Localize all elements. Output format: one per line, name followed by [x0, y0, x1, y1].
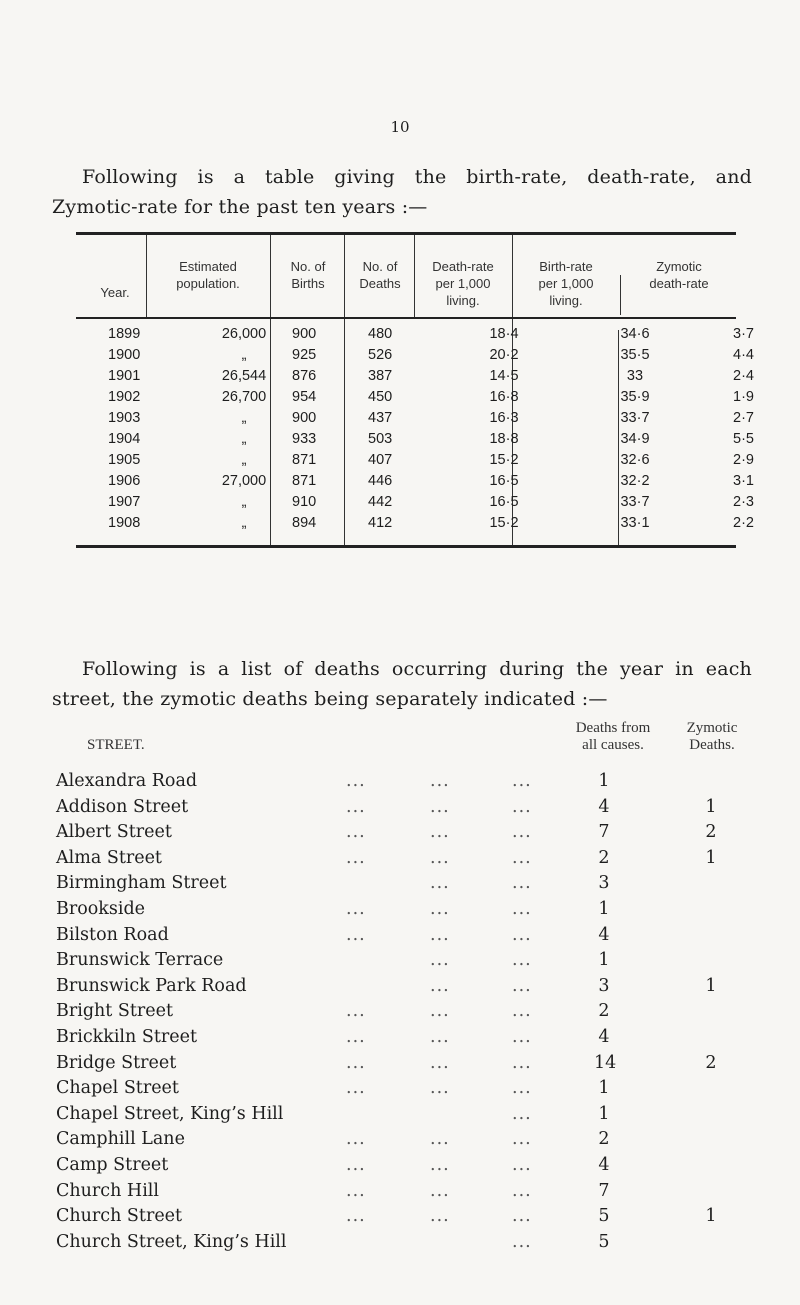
leader-dots: ...: [512, 771, 532, 791]
population-cell: „: [241, 515, 247, 531]
leader-dots: ...: [346, 1206, 366, 1227]
leader-dots: ...: [430, 975, 450, 996]
zymotic-rate-cell: 1·9: [733, 389, 754, 405]
street-name: Church Hill: [56, 1180, 159, 1201]
street-name: Bright Street: [56, 1001, 174, 1022]
death-rate-cell: 20·2: [489, 347, 519, 363]
leader-dots: ...: [430, 1180, 450, 1201]
street-row: [56, 1155, 756, 1180]
birth-rate-cell: 34·6: [620, 326, 650, 342]
all-causes-header: Deaths from all causes.: [575, 720, 651, 753]
table-row: [76, 452, 754, 474]
zymotic-deaths: 2: [705, 822, 717, 843]
population-cell: 26,544: [221, 368, 267, 384]
deaths-cell: 407: [368, 452, 393, 468]
birth-rate-cell: 33·7: [620, 494, 650, 510]
list-intro-paragraph: [52, 654, 752, 714]
deaths-all-causes: 2: [598, 1129, 610, 1150]
population-cell: „: [241, 410, 247, 426]
table-intro-line-2: Zymotic-rate for the past ten years :—: [52, 196, 428, 218]
population-cell: „: [241, 494, 247, 510]
street-row: [56, 925, 756, 950]
death-rate-cell: 16·5: [489, 473, 519, 489]
leader-dots: ...: [512, 1231, 532, 1252]
death-rate-cell: 18·8: [489, 431, 519, 447]
leader-dots: ...: [512, 924, 532, 945]
list-intro-line-2: street, the zymotic deaths being separately indicated :—: [52, 688, 608, 710]
column-divider: [146, 235, 147, 317]
leader-dots: ...: [512, 1180, 532, 1201]
leader-dots: ...: [512, 899, 532, 919]
population-cell: 27,000: [221, 473, 267, 489]
deaths-all-causes: 7: [598, 1180, 610, 1201]
street-name: Church Street: [56, 1206, 183, 1227]
street-row: [56, 1104, 756, 1129]
header-underline: [76, 317, 271, 319]
population-cell: 26,000: [221, 326, 267, 342]
leader-dots: ...: [430, 1001, 450, 1022]
leader-dots: ...: [512, 873, 532, 894]
leader-dots: ...: [346, 1180, 366, 1201]
street-name: Alma Street: [56, 847, 162, 868]
zymotic-rate-cell: 5·5: [733, 431, 754, 447]
header-population: Estimated population.: [176, 259, 240, 291]
table-row: [76, 473, 754, 495]
population-cell: „: [241, 431, 247, 447]
leader-dots: ...: [430, 899, 450, 919]
street-name: Church Street, King’s Hill: [56, 1231, 287, 1252]
death-rate-cell: 18·4: [489, 326, 519, 342]
street-row: [56, 822, 756, 847]
birth-rate-cell: 33·1: [620, 515, 650, 531]
year-cell: 1905: [108, 452, 141, 468]
year-cell: 1901: [108, 368, 141, 384]
death-rate-cell: 15·2: [489, 515, 519, 531]
zymotic-rate-cell: 2·9: [733, 452, 754, 468]
street-name: Brunswick Park Road: [56, 975, 247, 996]
page-number: 10: [390, 118, 410, 136]
table-row: [76, 515, 754, 537]
deaths-all-causes: 2: [598, 847, 610, 868]
year-cell: 1900: [108, 347, 141, 363]
births-cell: 954: [292, 389, 317, 405]
zymotic-deaths: 1: [705, 1206, 717, 1227]
deaths-all-causes: 1: [598, 1103, 610, 1124]
deaths-cell: 526: [368, 347, 393, 363]
street-row: [56, 1027, 756, 1052]
street-name: Birmingham Street: [56, 873, 227, 894]
street-name: Bridge Street: [56, 1052, 177, 1073]
table-row: [76, 410, 754, 432]
deaths-all-causes: 1: [598, 899, 610, 919]
table-row: [76, 431, 754, 453]
birth-rate-cell: 35·5: [620, 347, 650, 363]
leader-dots: ...: [512, 975, 532, 996]
zymotic-rate-cell: 2·2: [733, 515, 754, 531]
street-row: [56, 1232, 756, 1257]
column-divider: [620, 275, 621, 315]
births-cell: 925: [292, 347, 317, 363]
leader-dots: ...: [430, 771, 450, 791]
births-cell: 871: [292, 452, 317, 468]
leader-dots: ...: [346, 1129, 366, 1150]
zymotic-rate-cell: 3·7: [733, 326, 754, 342]
births-cell: 894: [292, 515, 317, 531]
street-name: Camp Street: [56, 1155, 169, 1175]
year-cell: 1908: [108, 515, 141, 531]
zymotic-rate-cell: 4·4: [733, 347, 754, 363]
deaths-cell: 387: [368, 368, 393, 384]
leader-dots: ...: [512, 1052, 532, 1073]
leader-dots: ...: [512, 1001, 532, 1022]
leader-dots: ...: [430, 873, 450, 894]
street-row: [56, 797, 756, 822]
year-cell: 1899: [108, 326, 141, 342]
leader-dots: ...: [346, 1078, 366, 1099]
leader-dots: ...: [512, 822, 532, 843]
zymotic-deaths-header: Zymotic Deaths.: [686, 720, 738, 753]
deaths-all-causes: 3: [598, 873, 610, 894]
header-year: Year.: [100, 285, 130, 300]
header-death-rate: Death-rate per 1,000 living.: [432, 259, 494, 308]
street-name: Albert Street: [56, 822, 172, 843]
year-cell: 1903: [108, 410, 141, 426]
deaths-cell: 442: [368, 494, 393, 510]
deaths-all-causes: 5: [598, 1206, 610, 1227]
deaths-all-causes: 14: [594, 1052, 617, 1073]
table-intro-line-1: Following is a table giving the birth-rate, death-rate, and: [82, 166, 752, 188]
street-row: [56, 1053, 756, 1078]
death-rate-cell: 15·2: [489, 452, 519, 468]
leader-dots: ...: [346, 1052, 366, 1073]
leader-dots: ...: [512, 1078, 532, 1099]
street-row: [56, 873, 756, 898]
births-cell: 900: [292, 326, 317, 342]
zymotic-deaths: 1: [705, 847, 717, 868]
deaths-cell: 446: [368, 473, 393, 489]
leader-dots: ...: [512, 950, 532, 971]
leader-dots: ...: [346, 1001, 366, 1022]
list-intro-line-1: Following is a list of deaths occurring during the year in each: [82, 658, 752, 680]
street-row: [56, 899, 756, 924]
leader-dots: ...: [430, 924, 450, 945]
street-row: [56, 1078, 756, 1103]
death-rate-cell: 16·8: [489, 389, 519, 405]
deaths-cell: 450: [368, 389, 393, 405]
street-name: Brickkiln Street: [56, 1027, 197, 1047]
leader-dots: ...: [430, 1155, 450, 1175]
birth-rate-cell: 33·7: [620, 410, 650, 426]
zymotic-deaths: 1: [705, 796, 717, 817]
deaths-all-causes: 4: [598, 1027, 610, 1047]
leader-dots: ...: [512, 847, 532, 868]
header-underline: [414, 317, 512, 319]
population-cell: 26,700: [221, 389, 267, 405]
street-name: Brookside: [56, 899, 146, 919]
street-row: [56, 1206, 756, 1231]
deaths-all-causes: 2: [598, 1001, 610, 1022]
deaths-all-causes: 5: [598, 1231, 610, 1252]
deaths-cell: 437: [368, 410, 393, 426]
street-name: Alexandra Road: [56, 771, 198, 791]
year-cell: 1904: [108, 431, 141, 447]
street-row: [56, 1001, 756, 1026]
leader-dots: ...: [430, 1129, 450, 1150]
leader-dots: ...: [346, 1155, 366, 1175]
leader-dots: ...: [430, 822, 450, 843]
death-rate-cell: 16·5: [489, 494, 519, 510]
leader-dots: ...: [430, 950, 450, 971]
leader-dots: ...: [346, 847, 366, 868]
deaths-all-causes: 1: [598, 771, 610, 791]
street-name: Brunswick Terrace: [56, 950, 224, 971]
leader-dots: ...: [512, 1027, 532, 1047]
birth-rate-cell: 32·2: [620, 473, 650, 489]
leader-dots: ...: [430, 1027, 450, 1047]
death-rate-cell: 16·3: [489, 410, 519, 426]
leader-dots: ...: [346, 771, 366, 791]
table-row: [76, 326, 754, 348]
births-cell: 900: [292, 410, 317, 426]
leader-dots: ...: [512, 796, 532, 817]
birth-rate-cell: 34·9: [620, 431, 650, 447]
street-name: Chapel Street: [56, 1078, 179, 1099]
year-cell: 1906: [108, 473, 141, 489]
leader-dots: ...: [346, 822, 366, 843]
deaths-cell: 412: [368, 515, 393, 531]
table-bottom-rule: [76, 545, 736, 548]
population-cell: „: [241, 347, 247, 363]
births-cell: 933: [292, 431, 317, 447]
birth-rate-cell: 35·9: [620, 389, 650, 405]
header-births: No. of Births: [290, 259, 326, 291]
header-underline: [270, 317, 345, 319]
street-name: Chapel Street, King’s Hill: [56, 1103, 284, 1124]
deaths-cell: 480: [368, 326, 393, 342]
leader-dots: ...: [512, 1155, 532, 1175]
population-cell: „: [241, 452, 247, 468]
deaths-all-causes: 3: [598, 975, 610, 996]
table-intro-paragraph: [52, 162, 752, 222]
birth-rate-cell: 33: [626, 368, 644, 384]
deaths-all-causes: 4: [598, 924, 610, 945]
leader-dots: ...: [512, 1129, 532, 1150]
header-zymotic-rate: Zymotic death-rate: [649, 259, 709, 291]
zymotic-deaths: 2: [705, 1052, 717, 1073]
street-row: [56, 1129, 756, 1154]
deaths-cell: 503: [368, 431, 393, 447]
leader-dots: ...: [512, 1103, 532, 1124]
year-cell: 1902: [108, 389, 141, 405]
zymotic-rate-cell: 2·7: [733, 410, 754, 426]
zymotic-rate-cell: 2·3: [733, 494, 754, 510]
leader-dots: ...: [512, 1206, 532, 1227]
year-cell: 1907: [108, 494, 141, 510]
leader-dots: ...: [430, 1078, 450, 1099]
table-row: [76, 389, 754, 411]
leader-dots: ...: [430, 1206, 450, 1227]
table-top-rule: [76, 232, 736, 235]
deaths-all-causes: 4: [598, 1155, 610, 1175]
death-rate-cell: 14·5: [489, 368, 519, 384]
street-header: STREET.: [87, 737, 145, 753]
street-row: [56, 771, 756, 796]
street-name: Camphill Lane: [56, 1129, 185, 1150]
zymotic-rate-cell: 3·1: [733, 473, 754, 489]
deaths-all-causes: 4: [598, 796, 610, 817]
table-row: [76, 368, 754, 390]
street-row: [56, 1181, 756, 1206]
street-row: [56, 848, 756, 873]
leader-dots: ...: [346, 924, 366, 945]
header-deaths: No. of Deaths: [359, 259, 401, 291]
leader-dots: ...: [346, 796, 366, 817]
leader-dots: ...: [346, 899, 366, 919]
zymotic-deaths: 1: [705, 975, 717, 996]
deaths-all-causes: 1: [598, 1078, 610, 1099]
table-row: [76, 347, 754, 369]
deaths-all-causes: 7: [598, 822, 610, 843]
header-underline: [512, 317, 736, 319]
births-cell: 871: [292, 473, 317, 489]
birth-rate-cell: 32·6: [620, 452, 650, 468]
street-name: Addison Street: [56, 796, 189, 817]
street-name: Bilston Road: [56, 924, 169, 945]
births-cell: 876: [292, 368, 317, 384]
street-row: [56, 976, 756, 1001]
table-row: [76, 494, 754, 516]
leader-dots: ...: [346, 1027, 366, 1047]
leader-dots: ...: [430, 1052, 450, 1073]
leader-dots: ...: [430, 796, 450, 817]
header-birth-rate: Birth-rate per 1,000 living.: [538, 259, 594, 308]
zymotic-rate-cell: 2·4: [733, 368, 754, 384]
header-underline: [344, 317, 414, 319]
births-cell: 910: [292, 494, 317, 510]
deaths-all-causes: 1: [598, 950, 610, 971]
street-row: [56, 950, 756, 975]
leader-dots: ...: [430, 847, 450, 868]
